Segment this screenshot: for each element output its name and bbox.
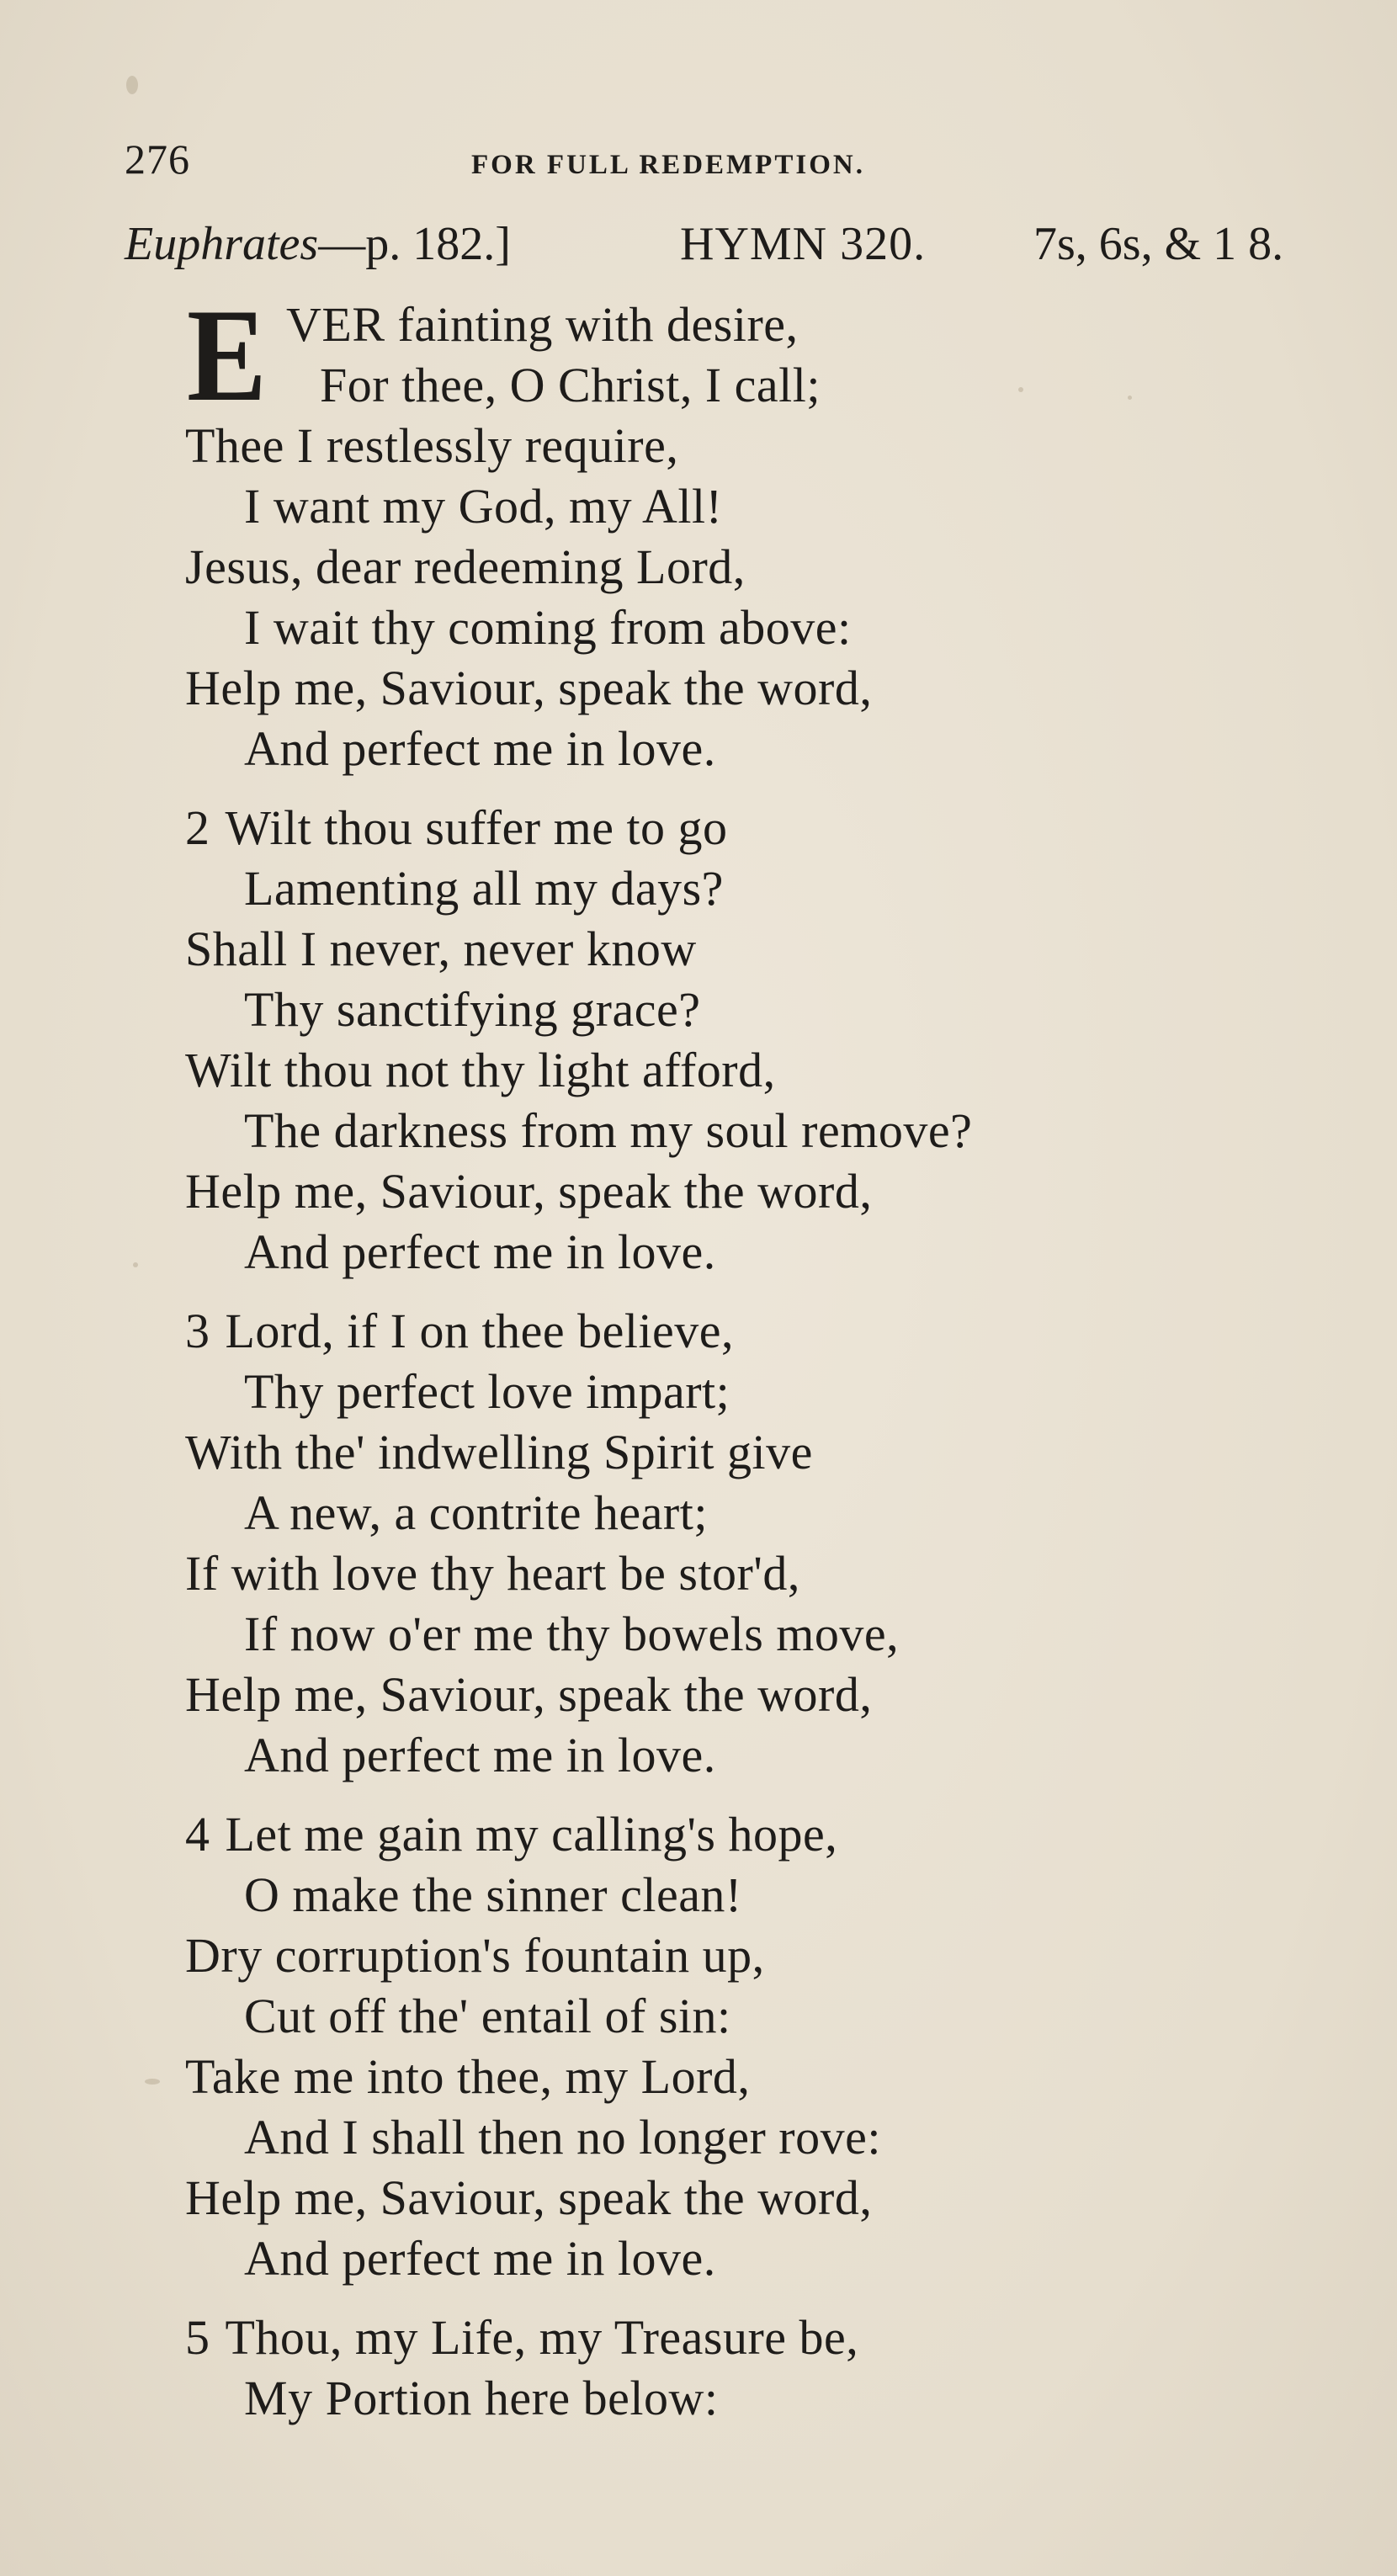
verse-3-line-6: If now o'er me thy bowels move, (244, 1607, 900, 1661)
verse-4-line-6: And I shall then no longer rove: (244, 2110, 881, 2164)
verse-3-line-8: And perfect me in love. (244, 1728, 716, 1782)
verse-1-line-6: I wait thy coming from above: (244, 600, 852, 655)
verse-2-line-7: Help me, Saviour, speak the word, (185, 1164, 873, 1219)
verse-1-line-8: And perfect me in love. (244, 721, 716, 776)
verse-1-line-4: I want my God, my All! (244, 479, 723, 534)
tune-name: Euphrates (125, 218, 319, 270)
verse-number: 2 (185, 800, 210, 855)
verse-2-line-4: Thy sanctifying grace? (244, 982, 701, 1037)
hymn-heading (125, 217, 1353, 284)
verse-3-line-4: A new, a contrite heart; (244, 1485, 708, 1540)
verse-2-line-6: The darkness from my soul remove? (244, 1103, 973, 1158)
verse-2-line-8: And perfect me in love. (244, 1224, 716, 1279)
verse-3-line-3: With the' indwelling Spirit give (185, 1425, 813, 1479)
verse-number: 3 (185, 1304, 210, 1358)
verse-4-line-3: Dry corruption's fountain up, (185, 1928, 765, 1983)
verse-4-line-8: And perfect me in love. (244, 2231, 716, 2286)
verse-1-line-2: For thee, O Christ, I call; (320, 358, 821, 412)
verse-1-line-1: VER fainting with desire, (286, 297, 799, 352)
verse-number: 5 (185, 2310, 210, 2365)
verse-1-line-3: Thee I restlessly require, (185, 418, 679, 473)
verse-4-line-4: Cut off the' entail of sin: (244, 1989, 731, 2043)
verse-5-line-2: My Portion here below: (244, 2371, 719, 2425)
verse-4-line-2: O make the sinner clean! (244, 1867, 742, 1922)
verse-4-line-1: 4 Let me gain my calling's hope, (185, 1807, 838, 1862)
running-title: FOR FULL REDEMPTION. (471, 150, 865, 180)
verse-1-line-7: Help me, Saviour, speak the word, (185, 661, 873, 715)
page-number: 276 (125, 135, 190, 183)
verse-5-line-1: 5 Thou, my Life, my Treasure be, (185, 2310, 859, 2365)
verse-3-line-7: Help me, Saviour, speak the word, (185, 1667, 873, 1722)
verse-2-line-1: 2 Wilt thou suffer me to go (185, 800, 728, 855)
verse-number: 4 (185, 1807, 210, 1862)
verse-4-line-7: Help me, Saviour, speak the word, (185, 2170, 873, 2225)
verse-3-line-2: Thy perfect love impart; (244, 1364, 730, 1419)
verse-3-line-1: 3 Lord, if I on thee believe, (185, 1304, 735, 1358)
verse-2-line-2: Lamenting all my days? (244, 861, 724, 916)
verse-4-line-5: Take me into thee, my Lord, (185, 2049, 751, 2104)
verse-1-line-5: Jesus, dear redeeming Lord, (185, 539, 746, 594)
hymn-number: HYMN 320. (680, 218, 927, 270)
verse-2-line-5: Wilt thou not thy light afford, (185, 1043, 776, 1097)
tune-reference: —p. 182.] (318, 218, 511, 270)
verse-2-line-3: Shall I never, never know (185, 922, 697, 976)
verse-3-line-5: If with love thy heart be stor'd, (185, 1546, 800, 1601)
running-head (125, 135, 1345, 185)
drop-cap: E (187, 282, 267, 429)
hymn-meter: 7s, 6s, & 1 8. (1033, 218, 1284, 270)
